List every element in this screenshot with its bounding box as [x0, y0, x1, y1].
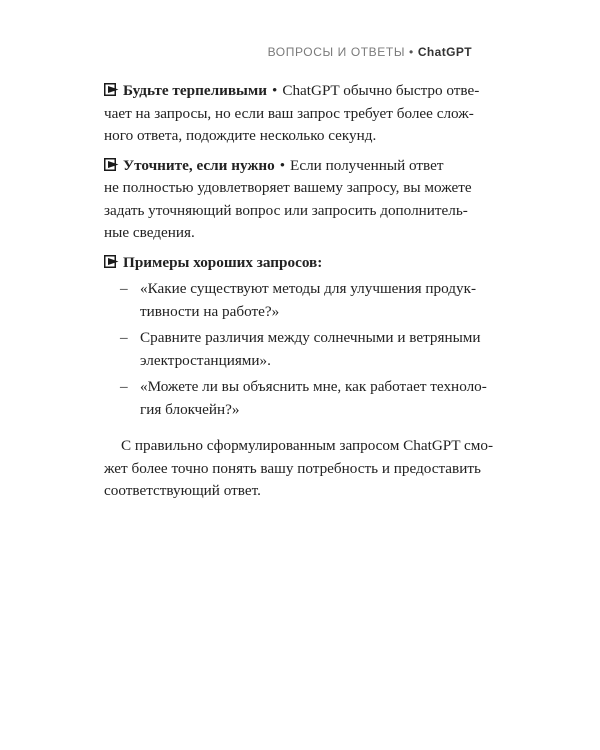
- running-header-brand: ChatGPT: [417, 45, 472, 59]
- tip-clarify-separator: •: [279, 156, 286, 174]
- tip-clarify-text-1: Если полученный ответ: [290, 156, 444, 174]
- example-2-line-2: электростанциями».: [140, 351, 271, 369]
- example-item: [104, 278, 477, 323]
- tip-patience-line-2: чает на запросы, но если ваш запрос требует более слож-: [104, 104, 474, 122]
- example-1-line-2: тивности на работе?»: [140, 302, 280, 320]
- tip-clarify-title: Уточните, если нужно: [123, 156, 275, 174]
- examples-list: [104, 278, 487, 421]
- example-item: [104, 327, 481, 372]
- example-3-line-1: «Можете ли вы объяснить мне, как работает техноло-: [140, 378, 487, 395]
- tip-examples: [104, 252, 487, 422]
- conclusion-line-3: соответствующий ответ.: [104, 482, 261, 499]
- conclusion-line-1: С правильно сформулированным запросом ChatGPT смо-: [121, 437, 494, 454]
- tip-examples-line-1: [104, 252, 474, 275]
- running-header: [268, 45, 472, 59]
- conclusion-line-2: жет более точно понять вашу потребность и предоставить: [104, 459, 481, 477]
- conclusion-paragraph: [104, 435, 494, 503]
- tip-patience-line-3: ного ответа, подождите несколько секунд.: [104, 127, 377, 144]
- running-header-section: ВОПРОСЫ И ОТВЕТЫ: [267, 45, 406, 59]
- tip-patience-text-1: ChatGPT обычно быстро отве-: [282, 82, 480, 99]
- tip-patience: [104, 80, 480, 148]
- example-2-line-1: Сравните различия между солнечными и ветряными: [140, 329, 481, 346]
- tip-clarify-line-4: ные сведения.: [104, 224, 195, 241]
- example-1-line-1: «Какие существуют методы для улучшения продук-: [140, 280, 477, 297]
- page-content: [104, 80, 494, 503]
- example-dash: –: [120, 378, 128, 395]
- tip-patience-line-1: [104, 80, 480, 103]
- example-dash: –: [120, 280, 128, 297]
- arrow-box-icon: [104, 83, 119, 96]
- running-header-separator: •: [409, 45, 414, 59]
- tip-patience-separator: •: [272, 82, 278, 99]
- example-dash: –: [120, 329, 128, 346]
- arrow-box-icon: [104, 255, 119, 268]
- tip-clarify-line-2: не полностью удовлетворяет вашему запросу, вы можете: [104, 179, 472, 196]
- tip-examples-title: Примеры хороших запросов:: [123, 253, 323, 271]
- tip-clarify-line-3: задать уточняющий вопрос или запросить дополнитель-: [104, 201, 468, 219]
- arrow-box-icon: [104, 158, 119, 171]
- example-3-line-2: гия блокчейн?»: [140, 400, 240, 418]
- tip-clarify: [104, 155, 474, 245]
- tip-patience-title: Будьте терпеливыми: [123, 82, 267, 99]
- tip-clarify-line-1: [104, 155, 474, 178]
- example-item: [104, 376, 487, 421]
